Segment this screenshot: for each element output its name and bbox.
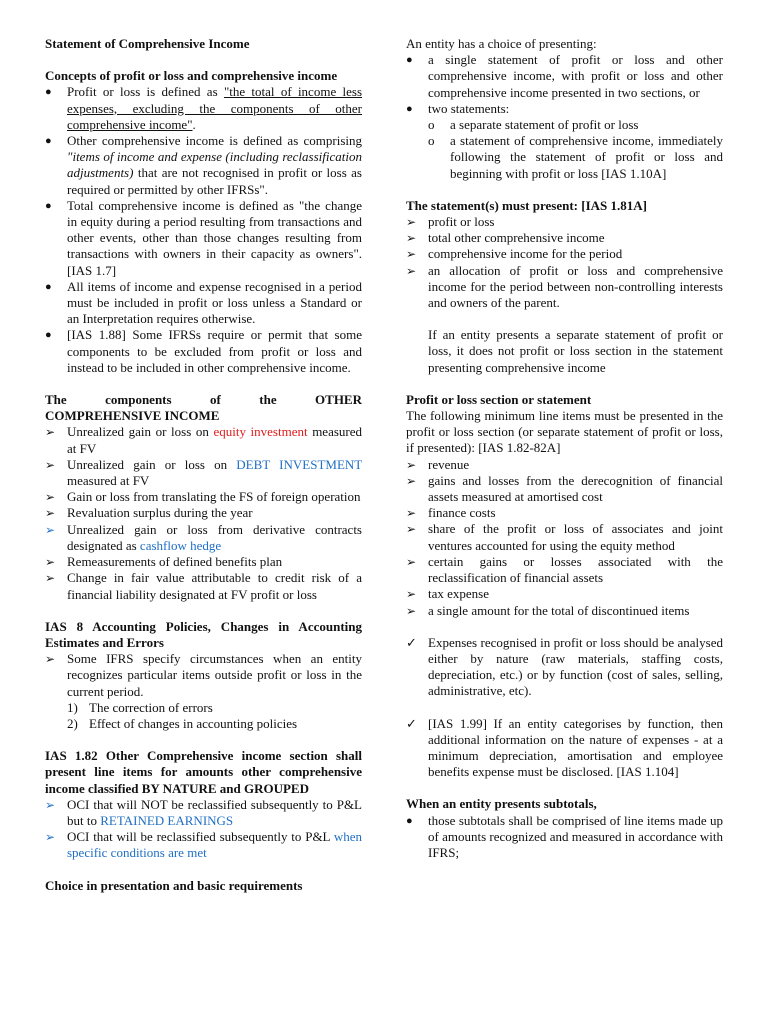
ias8-numbered-list [45, 700, 362, 732]
separate-statement-note: If an entity presents a separate statement of profit or loss, it does not profit or loss section in the statement presenting comprehensive income [428, 327, 723, 375]
list-item: ➢ an allocation of profit or loss and comprehensive income for the period between non-controlling interests and owners of the parent. [406, 262, 723, 311]
list-item: ➢ revenue [406, 456, 470, 472]
arrow-bullet-icon: ➢ [406, 473, 417, 488]
list-item: ➢ comprehensive income for the period [406, 246, 623, 262]
list-item: ➢ Some IFRS specify circumstances when an entity recognizes particular items outside profit or loss in the current period. [45, 651, 362, 699]
ias8-heading: IAS 8 Accounting Policies, Changes in Accounting Estimates and Errors [45, 618, 362, 650]
list-item: ✓ Expenses recognised in profit or loss should be analysed either by nature (raw materials, staffing costs, depreciation, etc.) or by function (cost of sales, selling, administrative, etc). [406, 634, 723, 699]
bullet-icon: ● [406, 54, 413, 67]
arrow-bullet-icon: ➢ [406, 506, 417, 521]
arrow-bullet-icon: ➢ [45, 652, 56, 667]
left-column [45, 36, 362, 894]
must-present-heading: The statement(s) must present: [IAS 1.81A] [406, 197, 647, 213]
arrow-bullet-icon: ➢ [406, 587, 417, 602]
pl-intro: The following minimum line items must be presented in the profit or loss section (or separate statement of profit or loss, if presented): [IAS 1.82-82A] [406, 408, 723, 456]
arrow-bullet-icon: ➢ [406, 215, 417, 230]
concepts-heading: Concepts of profit or loss and comprehensive income [45, 68, 338, 84]
list-item: ● a single statement of profit or loss and other comprehensive income, with profit or loss and other comprehensive income presented in two sections, or [406, 52, 723, 100]
checkmark-icon: ✓ [406, 634, 417, 650]
list-item: ● Total comprehensive income is defined as "the change in equity during a period resulting from transactions and other events, other than those changes resulting from transactions with owners in their capacity as owners". [IAS 1.7] [45, 197, 362, 278]
arrow-bullet-icon: ➢ [45, 555, 56, 570]
arrow-bullet-icon: ➢ [45, 490, 56, 505]
pl-heading: Profit or loss section or statement [406, 391, 592, 407]
right-column [406, 36, 723, 861]
arrow-bullet-icon: ➢ [45, 522, 56, 537]
arrow-bullet-icon: ➢ [406, 603, 417, 618]
list-item: ➢ Revaluation surplus during the year [45, 505, 253, 521]
arrow-bullet-icon: ➢ [406, 231, 417, 246]
list-item: o a separate statement of profit or loss [428, 117, 639, 133]
list-item: 1) The correction of errors [67, 699, 213, 715]
list-item: ➢ Unrealized gain or loss on DEBT INVESTMENT measured at FV [45, 456, 362, 489]
arrow-bullet-icon: ➢ [45, 506, 56, 521]
list-item: ● [IAS 1.88] Some IFRSs require or permit that some components to be excluded from profit or loss and instead to be included in other comprehensive income. [45, 327, 362, 375]
list-item: o a statement of comprehensive income, immediately following the statement of profit or loss and beginning with profit or loss [IAS 1.10A] [428, 133, 723, 181]
circle-bullet-icon: o [428, 133, 435, 149]
choice-intro: An entity has a choice of presenting: [406, 36, 597, 51]
list-item: ● those subtotals shall be comprised of line items made up of amounts recognized and measured in accordance with IFRS; [406, 812, 723, 860]
choice-heading: Choice in presentation and basic requirements [45, 877, 303, 893]
list-item: ● two statements: [406, 100, 510, 116]
check-list-2 [406, 716, 723, 781]
arrow-bullet-icon: ➢ [406, 247, 417, 262]
list-item: ➢ a single amount for the total of discontinued items [406, 602, 690, 618]
pl-items-list [406, 457, 723, 619]
bullet-icon: ● [45, 329, 52, 342]
arrow-bullet-icon: ➢ [406, 554, 417, 569]
circle-bullet-icon: o [428, 117, 435, 133]
components-heading-line2: COMPREHENSIVE INCOME [45, 408, 220, 424]
arrow-bullet-icon: ➢ [45, 571, 56, 586]
subtotals-list [406, 813, 723, 862]
page-title: Statement of Comprehensive Income [45, 36, 250, 51]
arrow-bullet-icon: ➢ [45, 457, 56, 472]
list-item: ➢ gains and losses from the derecognition of financial assets measured at amortised cost [406, 472, 723, 505]
arrow-bullet-icon: ➢ [45, 830, 56, 845]
bullet-icon: ● [406, 814, 413, 827]
concepts-list [45, 84, 362, 376]
bullet-icon: ● [406, 102, 413, 115]
list-item: ➢ total other comprehensive income [406, 230, 605, 246]
bullet-icon: ● [45, 199, 52, 212]
bullet-icon: ● [45, 280, 52, 293]
list-item: 2) Effect of changes in accounting policies [67, 715, 298, 731]
list-item: ● All items of income and expense recognised in a period must be included in profit or loss unless a Standard or an Interpretation requires otherwise. [45, 278, 362, 327]
list-item: ➢ Unrealized gain or loss from derivative contracts designated as cashflow hedge [45, 521, 362, 553]
list-item: ➢ Unrealized gain or loss on equity investment measured at FV [45, 424, 362, 456]
list-item: ➢ OCI that will be reclassified subsequently to P&L when specific conditions are met [45, 829, 362, 861]
arrow-bullet-icon: ➢ [406, 522, 417, 537]
list-item: ➢ finance costs [406, 505, 496, 521]
ias182-heading: IAS 1.82 Other Comprehensive income section shall present line items for amounts other comprehensive income classified BY NATURE and GROUPED [45, 748, 362, 796]
check-list [406, 635, 723, 700]
list-item: ✓ [IAS 1.99] If an entity categorises by function, then additional information on the nature of expenses - at a minimum depreciation, amortisation and employee benefits expense must be disclosed. [IAS 1.104] [406, 715, 723, 780]
list-item: ➢ share of the profit or loss of associates and joint ventures accounted for using the equity method [406, 521, 723, 553]
list-item: ➢ profit or loss [406, 214, 495, 230]
arrow-bullet-icon: ➢ [45, 425, 56, 440]
bullet-icon: ● [45, 135, 52, 148]
components-heading: The components of the OTHER [45, 392, 362, 408]
arrow-bullet-icon: ➢ [406, 263, 417, 278]
list-item: ➢ OCI that will NOT be reclassified subsequently to P&L but to RETAINED EARNINGS [45, 796, 362, 828]
must-present-list [406, 214, 723, 311]
ias8-list [45, 651, 362, 700]
list-item: ➢ Remeasurements of defined benefits plan [45, 554, 283, 570]
ias182-list [45, 797, 362, 862]
list-item: ➢ Change in fair value attributable to credit risk of a financial liability designated at FV profit or loss [45, 570, 362, 602]
list-item: ➢ tax expense [406, 586, 490, 602]
list-item: ● Profit or loss is defined as "the total of income less expenses, excluding the components of other comprehensive income". [45, 84, 363, 132]
list-item: ➢ certain gains or losses associated with the reclassification of financial assets [406, 553, 723, 586]
list-item: ➢ Gain or loss from translating the FS of foreign operation [45, 489, 361, 505]
choice-list [406, 52, 723, 117]
bullet-icon: ● [45, 86, 52, 99]
arrow-bullet-icon: ➢ [45, 797, 56, 812]
two-statements-list [406, 117, 723, 182]
checkmark-icon: ✓ [406, 715, 417, 731]
subtotals-heading: When an entity presents subtotals, [406, 796, 597, 812]
components-list [45, 424, 362, 602]
arrow-bullet-icon: ➢ [406, 457, 417, 472]
list-item: ● Other comprehensive income is defined as comprising "items of income and expense (including reclassification adjustments) that are not recognised in profit or loss as required or permitted by other IFRSs". [45, 133, 362, 197]
